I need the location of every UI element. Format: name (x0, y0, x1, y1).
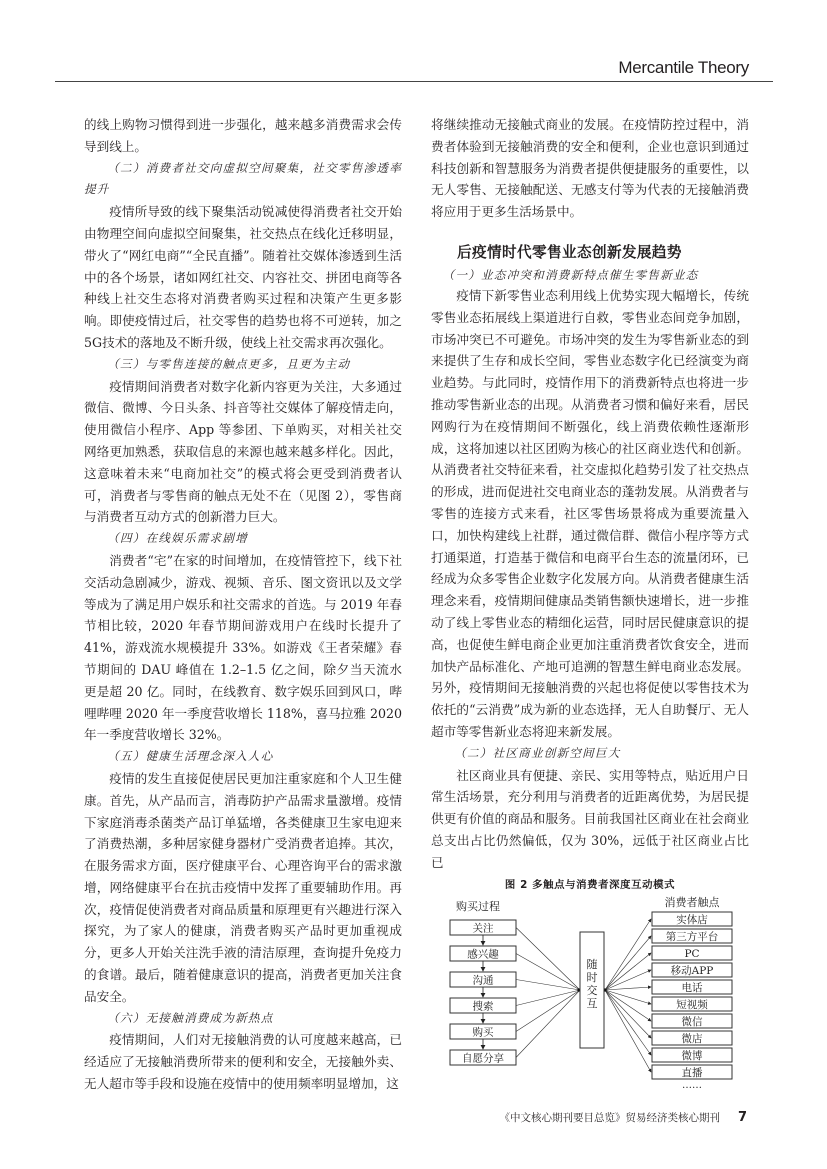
touchpoint-label: 第三方平台 (665, 931, 719, 943)
touchpoint-label: 直播 (681, 1067, 703, 1079)
header-rule (55, 81, 773, 82)
process-connector (516, 990, 580, 1058)
touchpoint-label: 实体店 (676, 914, 708, 926)
figure-caption: 图 2 多触点与消费者深度互动模式 (504, 879, 676, 891)
touchpoint-list (652, 912, 732, 1079)
right-column (431, 114, 749, 874)
touchpoint-connector (605, 953, 651, 990)
touchpoints-title: 消费者触点 (664, 896, 720, 909)
center-label: 随时交互 (586, 958, 598, 1010)
paragraph: 的线上购物习惯得到进一步强化，越来越多消费需求会传导到线上。 (84, 117, 402, 154)
touchpoint-connector (605, 919, 651, 990)
subheading: （五）健康生活理念深入人心 (107, 749, 274, 764)
process-connector (516, 990, 580, 1032)
process-connector (516, 990, 580, 1006)
process-title: 购买过程 (456, 900, 500, 913)
paragraph: 疫情下新零售业态利用线上优势实现大幅增长，传统零售业态拓展线上渠道进行自救，零售业态间竞争加剧，市场冲突已不可避免。市场冲突的发生为零售新业态的到来提供了生存和成长空间，零售业态数字化已经演变为商业趋势。与此同时，疫情作用下的消费新特点也将进一步推动零售新业态的出现。从消费者习惯和偏好来看，居民网购行为在疫情期间不断强化，线上消费依赖性逐渐形成，这将加速以社区团购为核心的社区商业迭代和创新。从消费者社交特征来看，社交虚拟化趋势引发了社交热点的形成，进而促进社交电商业态的蓬勃发展。从消费者与零售的连接方式来看，社区零售场景将成为重要流量入口，加快构建线上社群，通过微信群、微信小程序等方式打通渠道，打造基于微信和电商平台生态的流量闭环，已经成为众多零售企业数字化发展方向。从消费者健康生活理念来看，疫情期间健康品类销售额快速增长，进一步推动了线上零售业态的精细化运营，同时居民健康意识的提高，也促使生鲜电商企业更加注重消费者饮食安全，进而加快产品标准化、产地可追溯的智慧生鲜电商业态发展。另外，疫情期间无接触消费的兴起也将促使以零售技术为依托的“云消费”成为新的业态选择，无人自助餐厅、无人超市等零售新业态将迎来新发展。 (431, 287, 749, 739)
touchpoint-label: 移动APP (670, 965, 714, 977)
paragraph: 社区商业具有便捷、亲民、实用等特点，贴近用户日常生活场景，充分利用与消费者的近距离优势，为居民提供更有价值的商品和服务。目前我国社区商业在社会商业总支出占比仍然偏低，仅为 30%，远低于社区商业占比已 (431, 767, 749, 870)
process-step-label: 关注 (472, 922, 494, 935)
touchpoint-label: 微信 (681, 1016, 703, 1028)
subheading: （三）与零售连接的触点更多，且更为主动 (107, 356, 351, 371)
subheading: （二）社区商业创新空间巨大 (454, 745, 621, 760)
touchpoint-label: 电话 (681, 982, 703, 994)
touchpoint-connector (605, 936, 651, 990)
touchpoint-label: PC (684, 948, 700, 960)
process-step-label: 感兴趣 (467, 948, 499, 961)
process-step-label: 购买 (472, 1026, 494, 1039)
touchpoint-label: 微博 (681, 1050, 703, 1062)
paragraph: 疫情期间消费者对数字化新内容更为关注，大多通过微信、微博、今日头条、抖音等社交媒体了解疫情走向，使用微信小程序、App 等参团、下单购买，对相关社交网络更加熟悉，获取信息的来源也越来越多样化。因此，这意味着未来“电商加社交”的模式将会更受到消费者认可，消费者与零售商的触点无处不在（见图 2），零售商与消费者互动方式的创新潜力巨大。 (84, 378, 402, 525)
process-steps (450, 920, 516, 1065)
touchpoints-ellipsis: …… (682, 1080, 702, 1091)
left-column (84, 114, 402, 1095)
touchpoint-connector (605, 987, 651, 990)
page-footer (499, 1110, 747, 1126)
paragraph: 消费者“宅”在家的时间增加，在疫情管控下，线下社交活动急剧减少，游戏、视频、音乐、图文资讯以及文学等成为了满足用户娱乐和社交需求的首选。与 2019 年春节相比较，2020 年春节期间游戏用户在线时长提升了 41%，游戏流水规模提升 33%。如游戏《王者荣耀》春节期间的 DAU 峰值在 1.2–1.5 亿之间，除夕当天流水更是超 20 亿。同时，在线教育、数字娱乐回到风口，哔哩哔哩 2020 年一季度营收增长 118%，喜马拉雅 2020 年一季度营收增长 32%。 (84, 552, 402, 743)
paragraph: 疫情的发生直接促使居民更加注重家庭和个人卫生健康。首先，从产品而言，消毒防护产品需求量激增。疫情下家庭消毒杀菌类产品订单猛增，各类健康卫生家电迎来了消费热潮，多种居家健身器材广受消费者追捧。其次，在服务需求方面，医疗健康平台、心理咨询平台的需求激增，网络健康平台在抗击疫情中发挥了重要辅助作用。再次，疫情促使消费者对商品质量和原理更有兴趣进行深入探究，为了家人的健康，消费者购买产品时更加重视成分，更多人开始关注洗手液的清洁原理，查询提升免疫力的食谱。最后，随着健康意识的提高，消费者更加关注食品安全。 (84, 770, 402, 1004)
touchpoint-label: 短视频 (676, 999, 708, 1011)
subheading: （四）在线娱乐需求剧增 (107, 531, 248, 546)
paragraph: 将继续推动无接触式商业的发展。在疫情防控过程中，消费者体验到无接触消费的安全和便利，企业也意识到通过科技创新和智慧服务为消费者提供便捷服务的重要性，以无人零售、无接触配送、无感支付等为代表的无接触消费将应用于更多生活场景中。 (431, 117, 749, 220)
subheading: （六）无接触消费成为新热点 (107, 1010, 274, 1025)
process-step-label: 搜索 (472, 1000, 494, 1013)
section-heading: 后疫情时代零售业态创新发展趋势 (457, 243, 682, 261)
footer-journal-info: 《中文核心期刊要目总览》贸易经济类核心期刊 (499, 1112, 720, 1124)
process-step-label: 沟通 (472, 974, 494, 987)
touchpoint-connector (605, 990, 651, 1055)
process-step-label: 自愿分享 (462, 1052, 504, 1065)
subheading: （二）消费者社交向虚拟空间聚集，社交零售渗透率提升 (84, 160, 402, 197)
paragraph: 疫情期间，人们对无接触消费的认可度越来越高，已经适应了无接触消费所带来的便利和安全，无接触外卖、无人超市等手段和设施在疫情中的使用频率明显增加，这 (84, 1032, 402, 1092)
center-node (580, 932, 604, 1048)
touchpoint-connector (605, 990, 651, 1021)
page-number: 7 (737, 1110, 747, 1125)
paragraph: 疫情所导致的线下聚集活动锐减使得消费者社交开始由物理空间向虚拟空间聚集，社交热点在线化迁移明显，带火了“网红电商”“全民直播”。随着社交媒体渗透到生活中的各个场景，诸如网红社交、内容社交、拼团电商等各种线上社交生态将对消费者购买过程和决策产生更多影响。即使疫情过后，社交零售的趋势也将不可逆转，加之5G技术的落地及不断升级，使线上社交需求再次强化。 (84, 204, 402, 350)
journal-header-title: Mercantile Theory (618, 58, 749, 77)
subheading: （一）业态冲突和消费新特点催生零售新业态 (442, 267, 699, 282)
interaction-diagram (440, 896, 770, 1092)
touchpoint-label: 微店 (681, 1033, 703, 1045)
touchpoint-connector (605, 970, 651, 990)
